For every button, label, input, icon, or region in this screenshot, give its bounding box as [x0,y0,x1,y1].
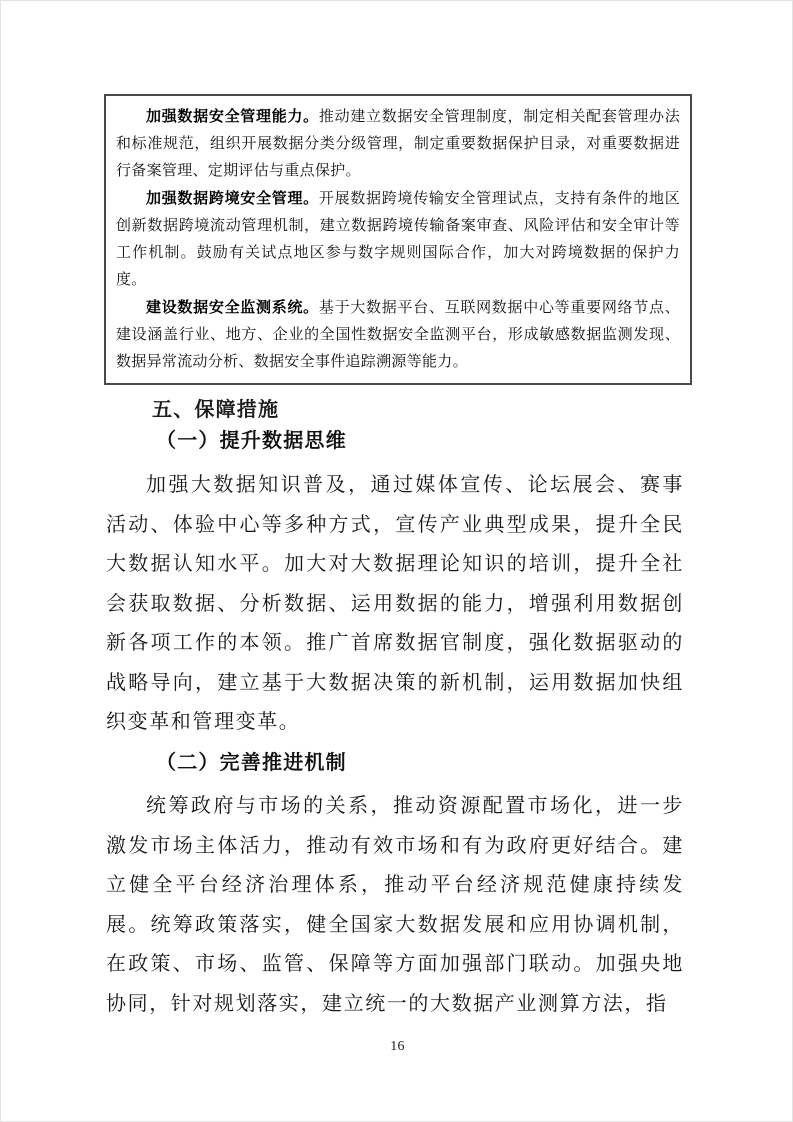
page-number: 16 [390,1039,405,1054]
body-paragraph-data-thinking: 加强大数据知识普及，通过媒体宣传、论坛展会、赛事活动、体验中心等多种方式，宣传产业典型成果，提升全民大数据认知水平。加大对大数据理论知识的培训，提升全社会获取数据、分析数据、运用数据的能力，增强利用数据创新各项工作的本领。推广首席数据官制度，强化数据驱动的战略导向，建立基于大数据决策的新机制，运用数据加快组织变革和管理变革。 [106,474,684,733]
data-security-callout-box [104,94,692,385]
box-paragraph-lead: 加强数据安全管理能力。 [146,108,319,125]
section-heading-safeguard-measures: 五、保障措施 [152,399,280,421]
box-paragraph-lead: 建设数据安全监测系统。 [146,299,319,316]
box-paragraph [116,185,680,294]
box-paragraph-lead: 加强数据跨境安全管理。 [146,190,319,207]
box-paragraph [116,294,680,376]
sub-heading-improve-data-thinking: （一）提升数据思维 [156,430,347,452]
body-paragraph-promotion-mechanism: 统筹政府与市场的关系，推动资源配置市场化，进一步激发市场主体活力，推动有效市场和有为政府更好结合。建立健全平台经济治理体系，推动平台经济规范健康持续发展。统筹政策落实，健全国家大数据发展和应用协调机制，在政策、市场、监管、保障等方面加强部门联动。加强央地协同，针对规划落实，建立统一的大数据产业测算方法，指 [106,795,684,1015]
box-paragraph-text: 基于大数据平台、互联网数据中心等重要网络节点、建设涵盖行业、地方、企业的全国性数据安全监测平台，形成敏感数据监测发现、数据异常流动分析、数据安全事件追踪溯源等能力。 [116,300,680,370]
box-paragraph-text: 推动建立数据安全管理制度，制定相关配套管理办法和标准规范，组织开展数据分类分级管理，制定重要数据保护目录，对重要数据进行备案管理、定期评估与重点保护。 [116,109,680,179]
sub-heading-improve-promotion-mechanism: （二）完善推进机制 [156,752,347,774]
box-paragraph-text: 开展数据跨境传输安全管理试点，支持有条件的地区创新数据跨境流动管理机制，建立数据跨境传输备案审查、风险评估和安全审计等工作机制。鼓励有关试点地区参与数字规则国际合作，加大对跨境数据的保护力度。 [116,191,680,288]
box-paragraph [116,103,680,185]
